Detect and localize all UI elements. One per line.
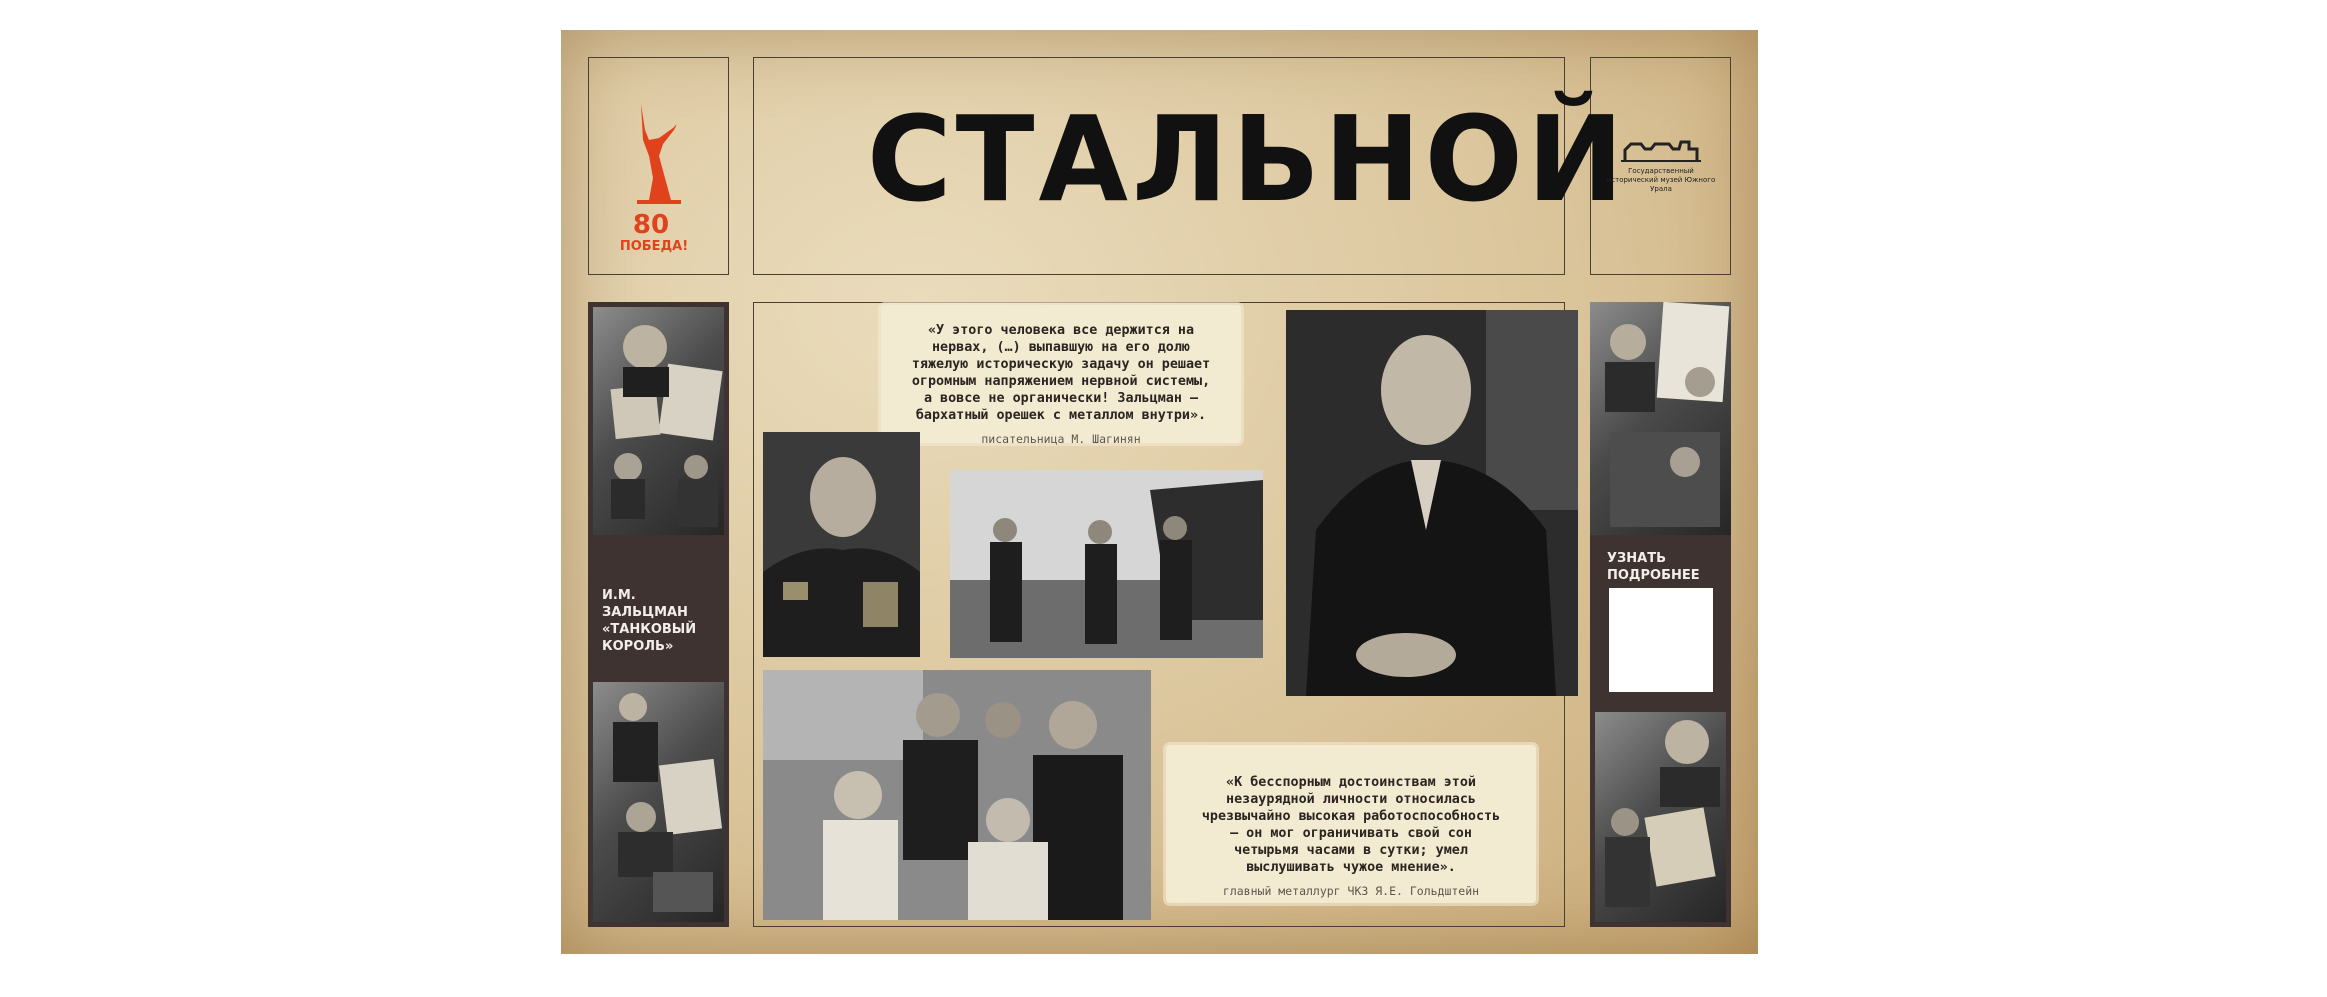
strip-photo-collage-top: [593, 307, 724, 535]
strip-photo-collage-bottom: [593, 682, 724, 922]
museum-name: Государственный исторический музей Южного Урала: [1606, 167, 1716, 193]
quote-bottom-text: «К бесспорным достоинствам этой незаурядной личности относилась чрезвычайно высокая работоспособность – он мог ограничивать свой сон четырьмя часами в сутки; умел выслушивать чужое мнение».: [1201, 775, 1501, 875]
strip-photo-workers-top: [1590, 302, 1731, 535]
page-title: СТАЛЬНОЙ: [866, 90, 1628, 228]
exhibition-board: [561, 30, 1758, 954]
qr-code-placeholder[interactable]: [1609, 588, 1713, 692]
strip-photo-workers-bottom: [1595, 712, 1726, 922]
right-strip: [1590, 302, 1731, 927]
right-strip-caption: УЗНАТЬ ПОДРОБНЕЕ: [1607, 551, 1700, 583]
left-strip-caption: И.М. ЗАЛЬЦМАН «ТАНКОВЫЙ КОРОЛЬ»: [602, 588, 697, 654]
victory-80-number: 80: [632, 210, 670, 240]
photo-officers-tank: [950, 470, 1263, 658]
quote-bottom-author: главный металлург ЧКЗ Я.Е. Гольдштейн: [1222, 884, 1480, 898]
victory-80-logo: [619, 100, 699, 265]
quote-top-author: писательница М. Шагинян: [981, 432, 1141, 446]
quote-top: [881, 305, 1241, 446]
left-strip: [588, 302, 729, 927]
photo-main-portrait: [1286, 310, 1578, 696]
photo-officer-portrait: [763, 432, 920, 657]
museum-building-icon: [1621, 140, 1701, 162]
museum-logo: [1606, 140, 1716, 194]
quote-bottom: [1166, 745, 1536, 903]
quote-top-text: «У этого человека все держится на нервах, (…) выпавшую на его долю тяжелую историческую задачу он решает огромным напряжением нервной системы, а вовсе не органически! Зальцман – бархатный орешек с металлом внутри».: [911, 323, 1211, 423]
photo-crowd-children: [763, 670, 1151, 920]
victory-80-text: ПОБЕДА!: [619, 239, 689, 254]
